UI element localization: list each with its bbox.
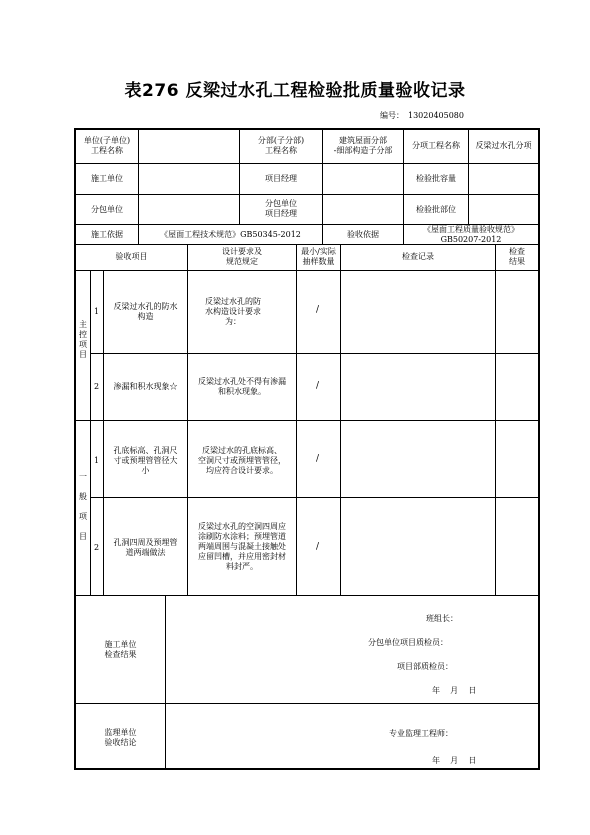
row-sample: / xyxy=(316,305,320,315)
construction-result-label: 施工单位 检查结果 xyxy=(104,640,137,659)
main-control-group-label: 主 控 项 目 xyxy=(79,320,87,359)
batch-capacity-label: 检验批容量 xyxy=(416,174,456,183)
row-design: 反梁过水孔的空洞四周应 涂刷防水涂料；预埋管道 两端周围与混凝土接触处 应留凹槽，并应用密封材 料封严。 xyxy=(198,522,286,571)
row-sample: / xyxy=(316,381,320,391)
row-record[interactable] xyxy=(341,354,495,420)
sub-inspector-label: 分包单位项目质检员： xyxy=(368,638,448,647)
acceptance-basis-label: 验收依据 xyxy=(347,230,379,239)
contractor-label: 施工单位 xyxy=(91,174,123,183)
subcontractor-value[interactable] xyxy=(139,195,239,224)
row-item: 孔底标高、孔洞尺 寸或预埋管管径大 小 xyxy=(113,446,178,475)
sub-project-manager-value[interactable] xyxy=(323,195,403,224)
batch-capacity-value[interactable] xyxy=(469,164,538,194)
row-design: 反梁过水孔的防 水构造设计要求 为： xyxy=(205,297,261,326)
sub-project-manager-label: 分包单位 项目经理 xyxy=(265,199,297,218)
row-design: 反梁过水孔处不得有渗漏 和积水现象。 xyxy=(198,377,286,396)
unit-project-value[interactable] xyxy=(139,130,239,163)
batch-location-label: 检验批部位 xyxy=(416,205,456,214)
col-header-record: 检查记录 xyxy=(402,252,434,261)
project-manager-label: 项目经理 xyxy=(265,174,297,183)
row-record[interactable] xyxy=(341,498,495,595)
supervising-engineer-label: 专业监理工程师： xyxy=(389,729,453,738)
sub-item-label: 分项工程名称 xyxy=(412,141,460,150)
construction-date: 年 月 日 xyxy=(432,686,477,695)
row-result[interactable] xyxy=(496,498,538,595)
row-sample: / xyxy=(316,454,320,464)
row-result[interactable] xyxy=(496,271,538,353)
row-number: 2 xyxy=(94,543,100,552)
batch-location-value[interactable] xyxy=(469,195,538,224)
serial-label: 编号： xyxy=(380,111,404,120)
subdivision-value: 建筑屋面分部 -细部构造子分部 xyxy=(333,136,393,155)
row-item: 反梁过水孔的防水 构造 xyxy=(113,302,178,321)
construction-basis-value: 《屋面工程技术规范》GB50345-2012 xyxy=(160,230,301,239)
unit-project-label: 单位(子单位) 工程名称 xyxy=(83,136,131,155)
row-number: 2 xyxy=(94,382,100,391)
project-manager-value[interactable] xyxy=(323,164,403,194)
subcontractor-label: 分包单位 xyxy=(91,205,123,214)
supervision-conclusion-label: 监理单位 验收结论 xyxy=(104,728,137,747)
construction-basis-label: 施工依据 xyxy=(91,230,123,239)
row-number: 1 xyxy=(94,456,100,465)
col-header-design: 设计要求及 规范规定 xyxy=(222,247,262,266)
supervision-date: 年 月 日 xyxy=(432,756,477,765)
serial-value: 13020405080 xyxy=(408,111,464,120)
subdivision-label: 分部(子分部) 工程名称 xyxy=(257,136,305,155)
row-record[interactable] xyxy=(341,271,495,353)
col-header-result: 检查 结果 xyxy=(509,247,525,266)
general-group-label: 一 般 项 目 xyxy=(79,472,87,541)
row-result[interactable] xyxy=(496,421,538,497)
serial-number xyxy=(380,110,464,121)
inspector-label: 项目部质检员： xyxy=(397,662,453,671)
contractor-value[interactable] xyxy=(139,164,239,194)
row-sample: / xyxy=(316,542,320,552)
col-header-sample: 最小/实际 抽样数量 xyxy=(301,247,336,266)
col-header-item: 验收项目 xyxy=(115,252,148,261)
page-title: 表276 反梁过水孔工程检验批质量验收记录 xyxy=(124,81,466,101)
row-item: 渗漏和积水现象☆ xyxy=(113,382,178,391)
row-result[interactable] xyxy=(496,354,538,420)
row-number: 1 xyxy=(94,307,100,316)
sub-item-value: 反梁过水孔分项 xyxy=(475,141,532,150)
row-design: 反梁过水的孔底标高、 空洞尺寸或预埋管管径， 均应符合设计要求。 xyxy=(198,446,286,475)
team-leader-label: 班组长： xyxy=(426,614,458,623)
acceptance-basis-value: 《屋面工程质量验收规范》 GB50207-2012 xyxy=(423,225,519,244)
row-record[interactable] xyxy=(341,421,495,497)
row-item: 孔洞四周及预埋管 道两端做法 xyxy=(113,538,178,557)
